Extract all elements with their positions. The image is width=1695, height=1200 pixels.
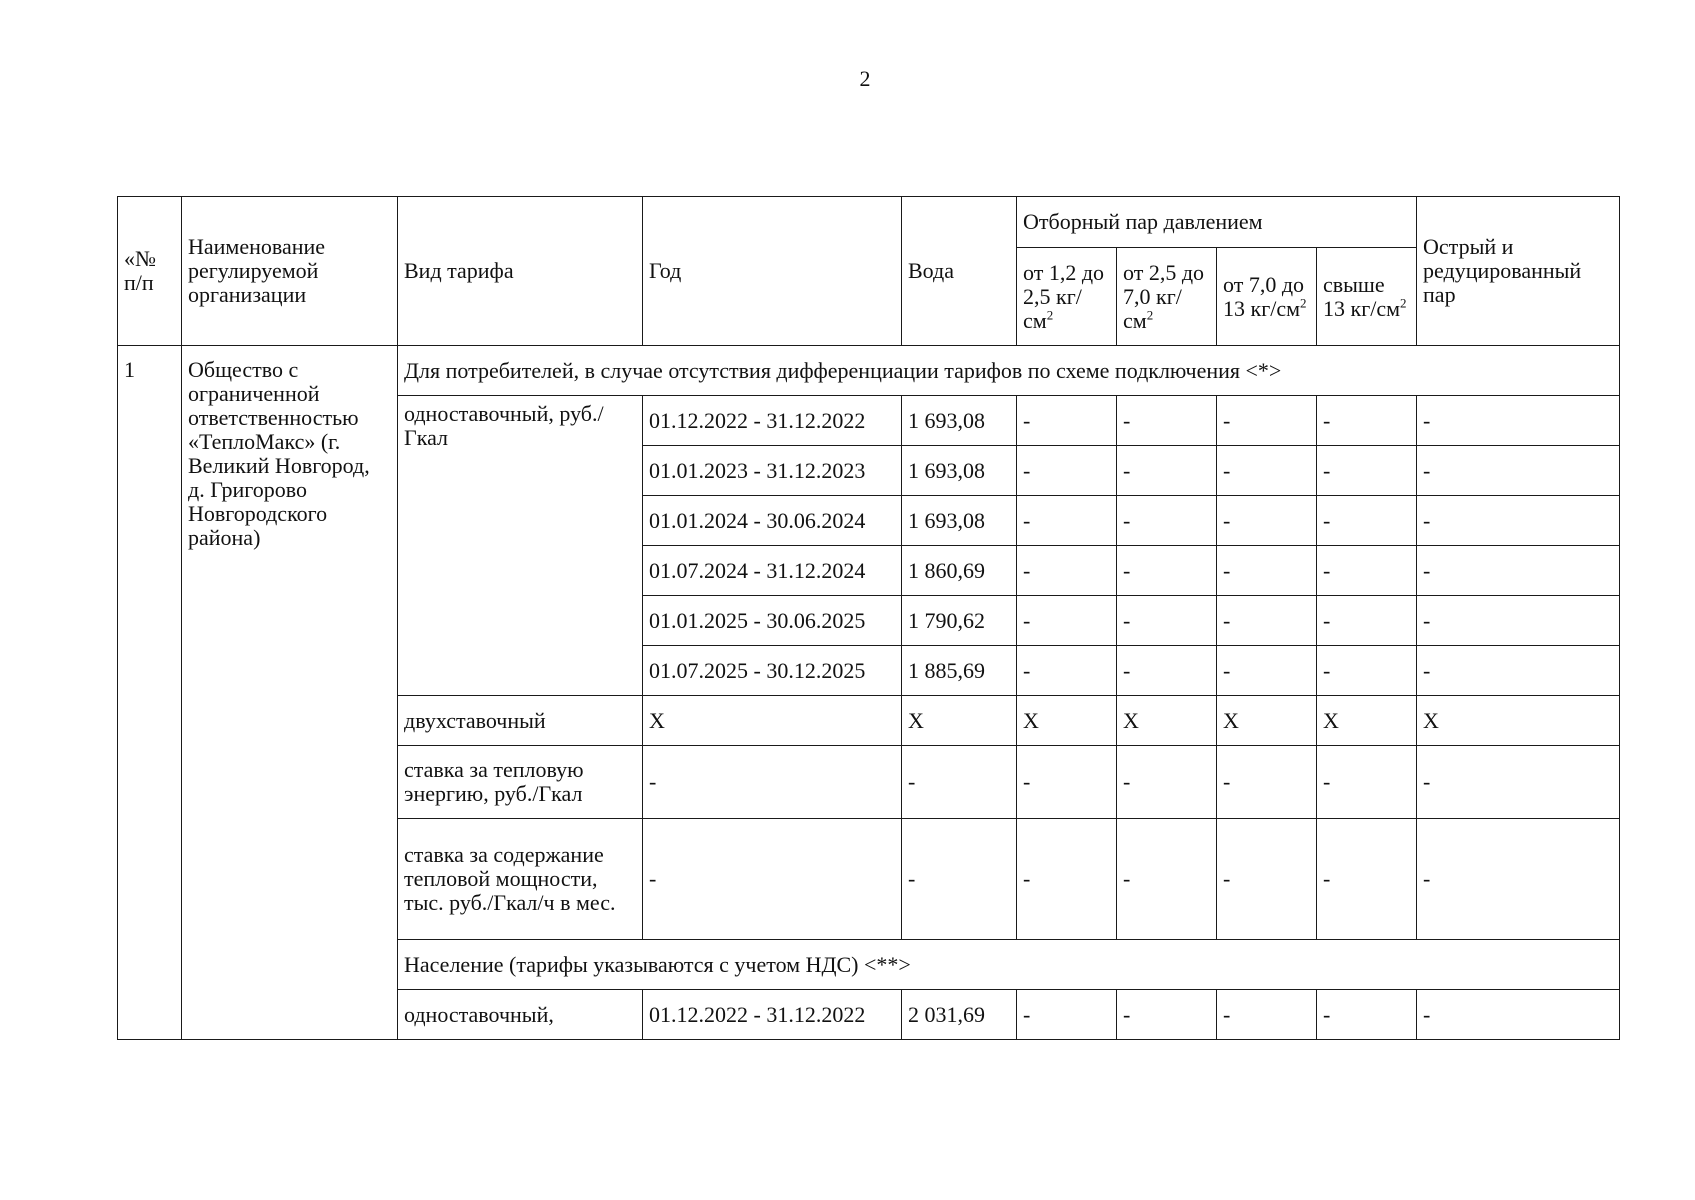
population-one-rate-label: одноставочный,	[398, 990, 643, 1040]
steam-4-cell: -	[1317, 496, 1417, 546]
steam-3-cell: -	[1217, 819, 1317, 940]
superscript-2: 2	[1146, 307, 1154, 323]
section-population-title: Население (тарифы указываются с учетом НДС) <**>	[398, 940, 1620, 990]
steam-4-cell: -	[1317, 819, 1417, 940]
superscript-2: 2	[1300, 295, 1307, 311]
steam-3-cell: -	[1217, 990, 1317, 1040]
water-cell: 1 885,69	[902, 646, 1017, 696]
page-number: 2	[859, 66, 871, 91]
steam-1-cell: -	[1017, 396, 1117, 446]
steam-2-cell: -	[1117, 396, 1217, 446]
water-cell: -	[902, 819, 1017, 940]
sharp-steam-cell: -	[1417, 446, 1620, 496]
steam-4-cell: -	[1317, 446, 1417, 496]
steam-1-cell: -	[1017, 819, 1117, 940]
sharp-steam-cell: -	[1417, 546, 1620, 596]
header-org: Наименование регулируемой организации	[182, 197, 398, 346]
steam-3-cell: -	[1217, 446, 1317, 496]
steam-2-cell: -	[1117, 546, 1217, 596]
steam-1-cell: -	[1017, 746, 1117, 819]
water-cell: 1 693,08	[902, 396, 1017, 446]
steam-1-cell: -	[1017, 990, 1117, 1040]
steam-3-cell: -	[1217, 596, 1317, 646]
header-tariff-type: Вид тарифа	[398, 197, 643, 346]
sharp-steam-cell: -	[1417, 819, 1620, 940]
steam-2-cell: -	[1117, 646, 1217, 696]
period-cell: 01.01.2025 - 30.06.2025	[643, 596, 902, 646]
steam-2-cell: -	[1117, 819, 1217, 940]
rate-capacity-label: ставка за содержание тепловой мощности, тыс. руб./Гкал/ч в мес.	[398, 819, 643, 940]
section-row-consumers	[118, 346, 1620, 396]
header-sharp-steam: Острый и редуцированный пар	[1417, 197, 1620, 346]
period-cell: 01.12.2022 - 31.12.2022	[643, 990, 902, 1040]
sharp-steam-cell: X	[1417, 696, 1620, 746]
steam-2-cell: -	[1117, 496, 1217, 546]
steam-4-cell: -	[1317, 990, 1417, 1040]
steam-2-cell: X	[1117, 696, 1217, 746]
period-cell: 01.07.2025 - 30.12.2025	[643, 646, 902, 696]
steam-1-cell: X	[1017, 696, 1117, 746]
steam-3-cell: -	[1217, 396, 1317, 446]
org-name: Общество с ограниченной ответственностью «ТеплоМакс» (г. Великий Новгород, д. Григорово Новгородского района)	[182, 346, 398, 1040]
steam-1-cell: -	[1017, 646, 1117, 696]
sharp-steam-cell: -	[1417, 646, 1620, 696]
superscript-2: 2	[1400, 295, 1407, 311]
steam-1-cell: -	[1017, 596, 1117, 646]
sharp-steam-cell: -	[1417, 396, 1620, 446]
water-cell: -	[902, 746, 1017, 819]
steam-4-cell: -	[1317, 546, 1417, 596]
steam-2-cell: -	[1117, 990, 1217, 1040]
tariff-table	[117, 196, 1620, 1040]
steam-1-cell: -	[1017, 446, 1117, 496]
water-cell: 1 693,08	[902, 446, 1017, 496]
steam-3-cell: -	[1217, 496, 1317, 546]
steam-4-cell: -	[1317, 646, 1417, 696]
steam-2-cell: -	[1117, 746, 1217, 819]
sharp-steam-cell: -	[1417, 496, 1620, 546]
period-cell: 01.07.2024 - 31.12.2024	[643, 546, 902, 596]
rate-heat-label: ставка за тепловую энергию, руб./Гкал	[398, 746, 643, 819]
header-num: «№ п/п	[118, 197, 182, 346]
period-cell: 01.12.2022 - 31.12.2022	[643, 396, 902, 446]
water-cell: 1 860,69	[902, 546, 1017, 596]
steam-1-cell: -	[1017, 496, 1117, 546]
steam-2-cell: -	[1117, 596, 1217, 646]
period-cell: 01.01.2023 - 31.12.2023	[643, 446, 902, 496]
header-row-top	[118, 197, 1620, 248]
period-cell: -	[643, 819, 902, 940]
header-steam-group: Отборный пар давлением	[1017, 197, 1417, 248]
header-steam-3: от 7,0 до 13 $кг/см^2$	[1217, 248, 1317, 346]
water-cell: 1 790,62	[902, 596, 1017, 646]
steam-1-cell: -	[1017, 546, 1117, 596]
one-rate-label: одноставочный, руб./Гкал	[398, 396, 643, 696]
steam-4-cell: -	[1317, 396, 1417, 446]
superscript-2: 2	[1046, 307, 1054, 323]
steam-3-cell: X	[1217, 696, 1317, 746]
water-cell: 2 031,69	[902, 990, 1017, 1040]
header-steam-2: от 2,5 до 7,0 $кг/см^2$	[1117, 248, 1217, 346]
two-rate-label: двухставочный	[398, 696, 643, 746]
water-cell: X	[902, 696, 1017, 746]
header-steam-1: от 1,2 до 2,5 $кг/см^2$	[1017, 248, 1117, 346]
period-cell: 01.01.2024 - 30.06.2024	[643, 496, 902, 546]
section-consumers-title: Для потребителей, в случае отсутствия дифференциации тарифов по схеме подключения <*>	[398, 346, 1620, 396]
sharp-steam-cell: -	[1417, 596, 1620, 646]
period-cell: -	[643, 746, 902, 819]
header-steam-4: свыше 13 $кг/см^2$	[1317, 248, 1417, 346]
sharp-steam-cell: -	[1417, 746, 1620, 819]
steam-4-cell: -	[1317, 746, 1417, 819]
steam-4-cell: -	[1317, 596, 1417, 646]
steam-3-cell: -	[1217, 646, 1317, 696]
header-water: Вода	[902, 197, 1017, 346]
period-cell: X	[643, 696, 902, 746]
steam-3-cell: -	[1217, 746, 1317, 819]
org-number: 1	[118, 346, 182, 1040]
header-year: Год	[643, 197, 902, 346]
steam-3-cell: -	[1217, 546, 1317, 596]
sharp-steam-cell: -	[1417, 990, 1620, 1040]
steam-2-cell: -	[1117, 446, 1217, 496]
water-cell: 1 693,08	[902, 496, 1017, 546]
steam-4-cell: X	[1317, 696, 1417, 746]
